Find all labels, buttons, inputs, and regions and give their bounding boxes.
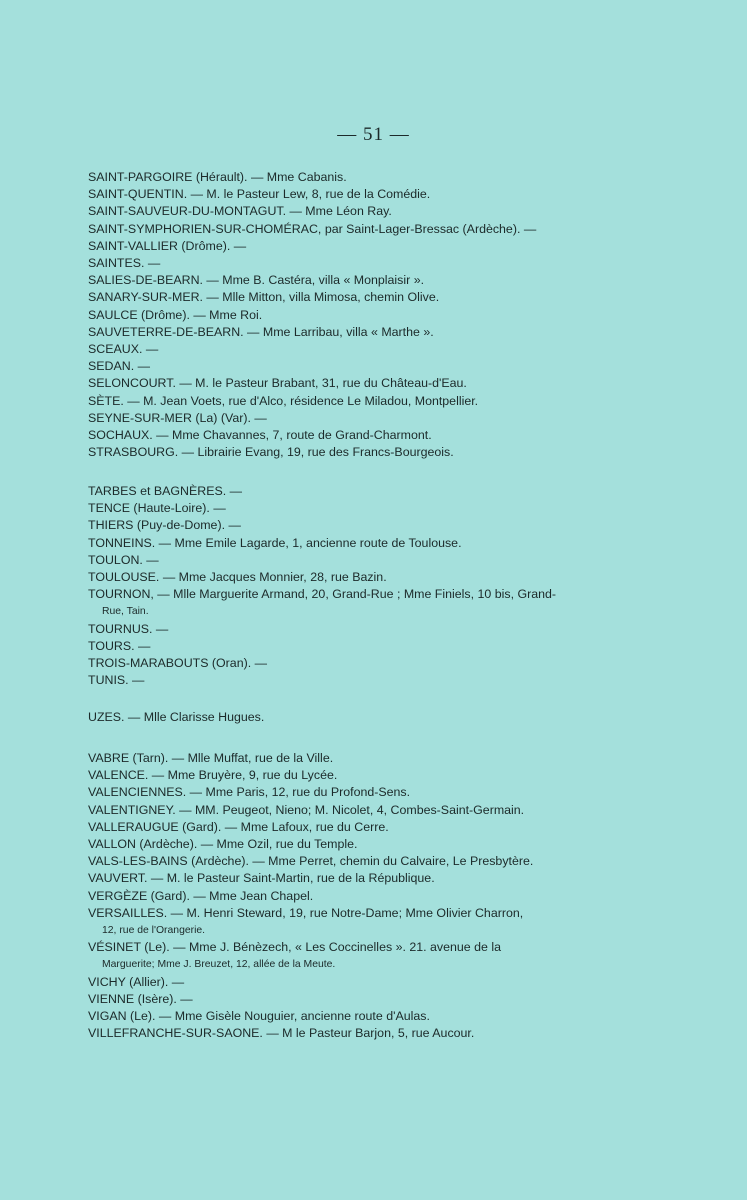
entry-thiers: THIERS (Puy-de-Dome). — [88, 518, 241, 533]
entry-tours: TOURS. — [88, 638, 151, 653]
entry-tunis: TUNIS. — [88, 673, 145, 688]
entries-v [88, 750, 618, 1042]
entry-saint-quentin: SAINT-QUENTIN. — M. le Pasteur Lew, 8, rue de la Comédie. [88, 187, 431, 202]
entry-sceaux: SCEAUX. — [88, 342, 159, 357]
entries-s [88, 169, 618, 461]
entry-vals-les-bains: VALS-LES-BAINS (Ardèche). — Mme Perret, chemin du Calvaire, Le Presbytère. [88, 854, 534, 869]
entry-vallon: VALLON (Ardèche). — Mme Ozil, rue du Temple. [88, 837, 358, 852]
entry-vienne: VIENNE (Isère). — [88, 991, 193, 1006]
entry-vauvert: VAUVERT. — M. le Pasteur Saint-Martin, rue de la République. [88, 871, 435, 886]
entry-vigan: VIGAN (Le). — Mme Gisèle Nouguier, ancienne route d'Aulas. [88, 1009, 430, 1024]
entry-vichy: VICHY (Allier). — [88, 974, 185, 989]
entry-strasbourg: STRASBOURG. — Librairie Evang, 19, rue des Francs-Bourgeois. [88, 445, 454, 460]
entry-valleraugue: VALLERAUGUE (Gard). — Mme Lafoux, rue du Cerre. [88, 819, 389, 834]
entry-saint-vallier: SAINT-VALLIER (Drôme). — [88, 238, 247, 253]
entry-tournus: TOURNUS. — [88, 621, 169, 636]
entry-trois-marabouts: TROIS-MARABOUTS (Oran). — [88, 656, 267, 671]
entry-saint-symphorien: SAINT-SYMPHORIEN-SUR-CHOMÉRAC, par Saint-Lager-Bressac (Ardèche). — [88, 221, 537, 236]
entry-tonneins: TONNEINS. — Mme Emile Lagarde, 1, ancienne route de Toulouse. [88, 535, 462, 550]
page-number: — 51 — [337, 124, 410, 145]
entry-saulce: SAULCE (Drôme). — Mme Roi. [88, 307, 263, 322]
entries-u [88, 709, 618, 726]
entry-sete: SÈTE. — M. Jean Voets, rue d'Alco, résidence Le Miladou, Montpellier. [88, 393, 479, 408]
entry-saint-pargoire: SAINT-PARGOIRE (Hérault). — Mme Cabanis. [88, 170, 347, 184]
entry-vesinet: VÉSINET (Le). — Mme J. Bénèzech, « Les Coccinelles ». 21. avenue de la [88, 940, 501, 955]
entry-versailles-cont: 12, rue de l'Orangerie. [102, 925, 206, 937]
entry-saint-sauveur: SAINT-SAUVEUR-DU-MONTAGUT. — Mme Léon Ray. [88, 204, 392, 219]
entry-sauveterre-de-bearn: SAUVETERRE-DE-BEARN. — Mme Larribau, villa « Marthe ». [88, 324, 434, 339]
entry-tournon-cont: Rue, Tain. [102, 606, 149, 618]
entry-vesinet-cont: Marguerite; Mme J. Breuzet, 12, allée de la Meute. [102, 959, 336, 971]
entry-vergeze: VERGÈZE (Gard). — Mme Jean Chapel. [88, 888, 314, 903]
entry-villefranche: VILLEFRANCHE-SUR-SAONE. — M le Pasteur Barjon, 5, rue Aucour. [88, 1026, 475, 1041]
entry-tournon: TOURNON, — Mlle Marguerite Armand, 20, Grand-Rue ; Mme Finiels, 10 bis, Grand- [88, 587, 557, 602]
entry-toulouse: TOULOUSE. — Mme Jacques Monnier, 28, rue Bazin. [88, 570, 387, 585]
entry-sedan: SEDAN. — [88, 359, 150, 374]
entry-sanary-sur-mer: SANARY-SUR-MER. — Mlle Mitton, villa Mimosa, chemin Olive. [88, 290, 440, 305]
entry-seyne-sur-mer: SEYNE-SUR-MER (La) (Var). — [88, 410, 267, 425]
entry-uzes: UZES. — Mlle Clarisse Hugues. [88, 710, 265, 724]
entries-t [88, 483, 618, 689]
entry-valence: VALENCE. — Mme Bruyère, 9, rue du Lycée. [88, 768, 338, 783]
entry-versailles: VERSAILLES. — M. Henri Steward, 19, rue Notre-Dame; Mme Olivier Charron, [88, 905, 524, 920]
entry-valenciennes: VALENCIENNES. — Mme Paris, 12, rue du Profond-Sens. [88, 785, 411, 800]
entry-valentigney: VALENTIGNEY. — MM. Peugeot, Nieno; M. Nicolet, 4, Combes-Saint-Germain. [88, 802, 525, 817]
entry-seloncourt: SELONCOURT. — M. le Pasteur Brabant, 31, rue du Château-d'Eau. [88, 376, 467, 391]
entry-vabre: VABRE (Tarn). — Mlle Muffat, rue de la Ville. [88, 751, 334, 765]
entry-saintes: SAINTES. — [88, 256, 161, 271]
entry-toulon: TOULON. — [88, 552, 159, 567]
entry-tarbes: TARBES et BAGNÈRES. — [88, 484, 243, 498]
entry-sochaux: SOCHAUX. — Mme Chavannes, 7, route de Grand-Charmont. [88, 428, 432, 443]
entry-tence: TENCE (Haute-Loire). — [88, 501, 226, 516]
entry-salies-de-bearn: SALIES-DE-BEARN. — Mme B. Castéra, villa « Monplaisir ». [88, 273, 425, 288]
